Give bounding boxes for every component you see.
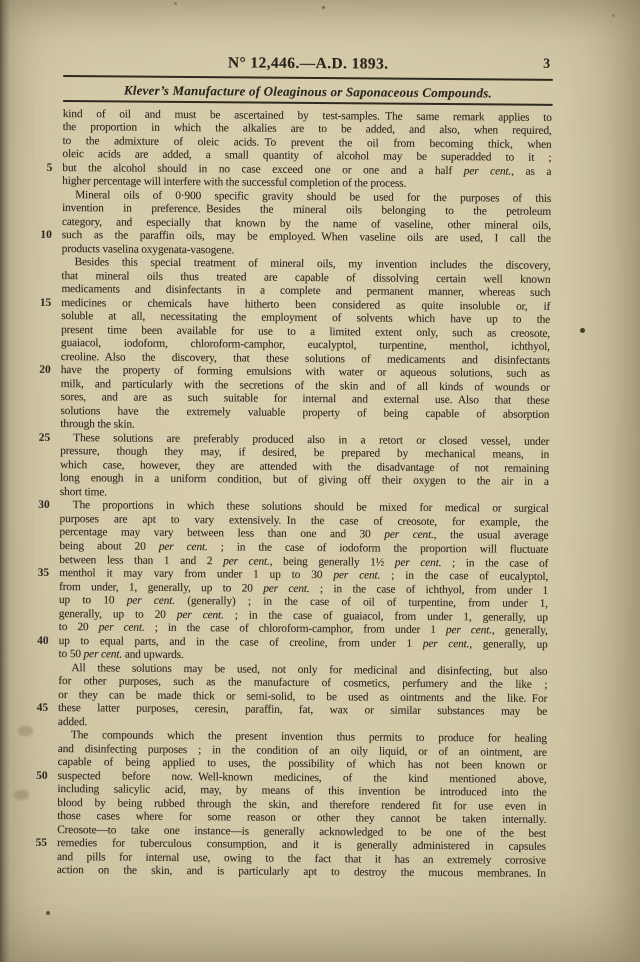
header-rule-top [63,75,553,81]
line-number: 20 [39,364,51,377]
line-number: 15 [39,296,52,309]
line-text: Mineral oils of 0·900 specific gravity should be used for the purposes of this [75,188,552,205]
line-text: such as the paraffin oils, may be employed. When vaseline oils are used, I call the [61,229,551,245]
line-text: invention in preference. Besides the mineral oils belonging to the petroleum [61,202,552,218]
ink-speck [322,6,325,9]
line-text: pressure, though they may, if desired, be prepared by mechanical means, in [60,445,550,462]
line-text: added. [57,715,88,728]
line-text: which case, however, they are attended with the disadvantage of not remaining [59,458,550,475]
ink-showthrough-mark [14,790,29,800]
line-text: including salicylic acid, may, by means of this invention be introduced into the [57,783,547,800]
line-text: oleic acids are added, a small quantity of alcohol may be superadded to it ; [62,148,552,164]
line-text: short time. [59,485,107,499]
line-text: these latter purposes, ceresin, paraffin, fat, wax or similar substances may be [58,702,548,719]
line-text: to the admixture of oleic acids. To prevent the oil from becoming thick, when [62,134,552,151]
line-text: suspected before now. Well-known medicines, of the kind mentioned above, [57,769,547,786]
line-number: 55 [35,837,48,850]
line-text: being about 20 per cent. ; in the case of iodoform the proportion will fluctuate [59,540,549,556]
line-text: purposes are apt to vary extensively. In the case of creosote, for example, the [59,512,549,529]
ink-speck [174,2,177,5]
line-text: creoline. Also the discovery, that these solutions of medicaments and disinfectants [60,350,550,367]
line-number: 50 [36,769,48,782]
line-text: those cases where for some reason or other they cannot be taken internally. [57,810,547,827]
line-text: solutions have the extremely valuable property of being capable of absorption [60,404,550,421]
ink-speck [580,328,585,333]
line-text: have the property of forming emulsions with water or aqueous solutions, such as [60,364,550,381]
line-text: products vaselina oxygenata-vasogene. [61,242,235,257]
line-text: generally, up to 20 per cent. ; in the case of guaiacol, from under 1, generally, up [58,607,548,624]
line-text: All these solutions may be used, not only for medicinal and disinfecting, but also [71,661,548,678]
line-text: milk, and particularly with the secretions of the skin and of all kinds of wounds or [60,377,550,394]
line-text: and pills for internal use, owing to the fact that it has an extremely corrosive [56,850,546,867]
text-line [27,864,547,882]
line-text: category, and especially that known by the name of vaseline, other mineral oils, [61,215,551,232]
line-text: kind of oil and must be ascertained by test-samples. The same remark applies to [62,107,552,124]
line-number: 10 [40,228,52,242]
line-text: medicines or chemicals have hitherto been considered as quite insoluble or, if [61,296,551,313]
line-text: Creosote—to take one instance—is generally acknowledged to be one of the best [57,823,547,840]
line-text: menthol it may vary from under 1 up to 30 per cent. ; in the case of eucalyptol, [59,567,549,583]
line-number: 40 [37,634,49,647]
line-text: present time been available for use to a limited extent only, such as creosote, [60,323,551,340]
line-number: 5 [46,161,53,174]
line-text: medicaments and disinfectants in a complete and permanent manner, whereas such [61,283,551,300]
ink-speck [46,911,50,915]
page-number: 3 [543,56,551,72]
body-lines [27,107,553,881]
line-text: Besides this special treatment of mineral oils, my invention includes the discovery, [74,256,551,273]
ink-showthrough-mark [18,726,33,736]
line-text: guaiacol, iodoform, chloroform-camphor, eucalyptol, turpentine, menthol, ichthyol, [60,337,550,354]
document-title: Klever’s Manufacture of Oleaginous or Saponaceous Compounds. [123,82,492,101]
line-text: but the alcohol should in no case exceed one or one and a half per cent., as a [62,161,552,178]
line-text: and disinfecting purposes ; in the condition of an oily liquid, or of an ointment, are [57,742,547,759]
line-text: up to 10 per cent. (generally) ; in the case of oil of turpentine, from under 1, [58,594,548,610]
line-text: the proportion in which the alkalies are to be added, and also, when required, [62,121,552,137]
line-text: or they can be made thick or semi-solid, to be used as ointments and the like. For [58,688,548,705]
line-text: higher percentage will interfere with the successful completion of the process. [62,175,407,190]
line-text: up to equal parts, and in the case of creoline, from under 1 per cent., generally, up [58,634,548,651]
line-text: These solutions are preferably produced also in a retort or closed vessel, under [73,431,550,448]
patent-number-heading: N° 12,446.—A.D. 1893. [227,54,389,73]
line-number: 45 [36,702,49,715]
line-text: through the skin. [60,418,135,431]
line-text: The proportions in which these solutions should be mixed for medical or surgical [72,499,549,516]
line-text: to 20 per cent. ; in the case of chloroform-camphor, from under 1 per cent., generally, [58,621,548,637]
line-text: for other purposes, such as the manufacture of cosmetics, perfumery and the like ; [58,675,548,692]
line-number: 35 [37,566,50,579]
line-text: action on the skin, and is particularly apt to destroy the mucous membranes. In [56,864,546,881]
line-text: capable of being applied to uses, the possibility of which has not been known or [57,756,547,773]
ink-speck [612,14,615,17]
line-text: soluble at all, necessitating the employment of solvents which have up to the [61,310,551,327]
line-text: long enough in a uniform condition, but of giving off their oxygen to the air in a [59,472,549,489]
line-text: percentage may vary between less than one and 30 per cent., the usual average [59,526,549,543]
line-text: sores, and are as such suitable for internal and external use. Also that these [60,391,550,408]
line-text: between less than 1 and 2 per cent., being generally 1½ per cent. ; in the case of [59,553,549,570]
line-text: to 50 per cent. and upwards. [58,648,184,662]
line-text: remedies for tuberculous consumption, and it is generally administered in capsules [56,837,547,854]
line-text: from under, 1, generally, up to 20 per cent. ; in the case of ichthyol, from under 1 [58,580,549,597]
line-number: 30 [38,499,50,512]
line-number: 25 [38,431,51,444]
line-text: blood by being rubbed through the skin, and therefore rendered fit for use even in [57,796,547,813]
line-text: that mineral oils thus treated are capable of dissolving certain well known [61,269,551,286]
line-text: The compounds which the present invention thus permits to produce for healing [70,729,547,746]
